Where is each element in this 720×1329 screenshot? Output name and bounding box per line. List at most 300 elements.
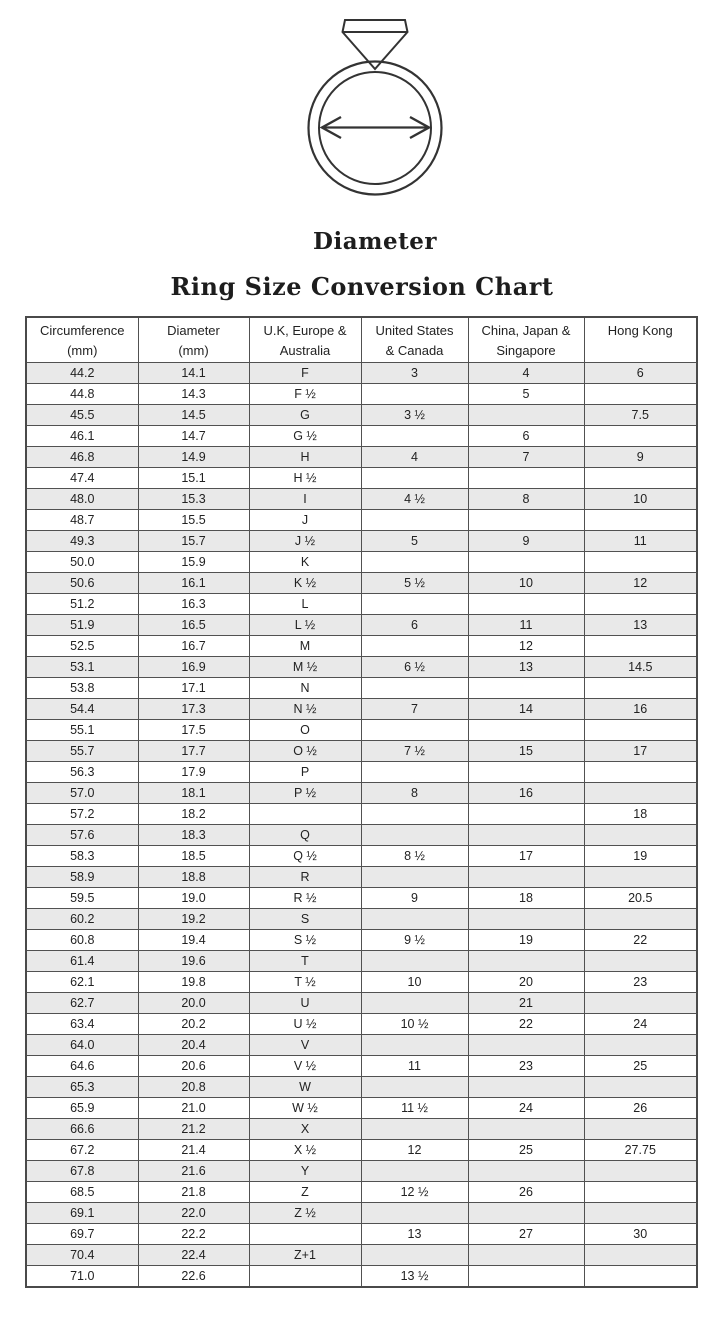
table-cell [468,677,584,698]
table-cell: 15.9 [138,551,249,572]
table-cell [468,467,584,488]
table-cell: 21.6 [138,1160,249,1181]
table-cell [361,467,468,488]
table-cell [584,908,697,929]
table-cell: 19.8 [138,971,249,992]
table-row [26,782,697,803]
table-cell: Z [249,1181,361,1202]
table-cell [584,992,697,1013]
table-cell: 25 [584,1055,697,1076]
table-cell: Z+1 [249,1244,361,1265]
table-cell [468,1076,584,1097]
table-cell: 18 [584,803,697,824]
table-cell: 17.7 [138,740,249,761]
table-row [26,1076,697,1097]
table-cell: P [249,761,361,782]
table-cell: 7.5 [584,404,697,425]
table-cell [584,551,697,572]
table-row [26,509,697,530]
table-cell [584,950,697,971]
table-cell: 15.3 [138,488,249,509]
table-cell: 22.2 [138,1223,249,1244]
table-cell: 53.8 [26,677,138,698]
table-cell: 50.6 [26,572,138,593]
table-cell: 16.1 [138,572,249,593]
table-cell: T [249,950,361,971]
table-cell: 13 [584,614,697,635]
table-cell: 6 [584,362,697,383]
table-row [26,908,697,929]
table-row [26,740,697,761]
table-cell: 21.0 [138,1097,249,1118]
table-cell [361,635,468,656]
table-cell [468,1265,584,1287]
table-cell [468,1160,584,1181]
table-cell: 16.3 [138,593,249,614]
table-cell: O [249,719,361,740]
table-body [26,362,697,1287]
table-cell: 23 [468,1055,584,1076]
table-cell: 60.2 [26,908,138,929]
table-cell: K ½ [249,572,361,593]
table-cell [468,551,584,572]
table-cell: 12 [468,635,584,656]
table-row [26,1118,697,1139]
table-cell: 17.1 [138,677,249,698]
table-cell: 14.5 [138,404,249,425]
table-cell: 20.2 [138,1013,249,1034]
table-cell [468,1244,584,1265]
table-row [26,719,697,740]
table-cell [361,593,468,614]
table-cell [584,761,697,782]
table-cell: 8 [468,488,584,509]
table-cell [361,992,468,1013]
table-cell: 21.8 [138,1181,249,1202]
table-cell: 54.4 [26,698,138,719]
table-row [26,614,697,635]
table-cell [584,1244,697,1265]
table-row [26,530,697,551]
table-cell: 17.9 [138,761,249,782]
table-cell: 11 [468,614,584,635]
table-cell [468,803,584,824]
table-row [26,866,697,887]
table-cell [361,509,468,530]
table-cell: 19 [584,845,697,866]
table-cell [584,1076,697,1097]
table-cell: 69.1 [26,1202,138,1223]
table-cell: 62.1 [26,971,138,992]
table-cell: 7 [468,446,584,467]
table-cell [361,1202,468,1223]
table-cell [468,593,584,614]
table-row [26,1055,697,1076]
table-cell: 48.7 [26,509,138,530]
table-cell: 17.5 [138,719,249,740]
table-row [26,824,697,845]
table-row [26,593,697,614]
table-cell: 58.9 [26,866,138,887]
table-cell [584,1118,697,1139]
table-cell: 3 [361,362,468,383]
table-row [26,887,697,908]
table-cell: 49.3 [26,530,138,551]
table-cell: 15.7 [138,530,249,551]
table-row [26,950,697,971]
column-header: China, Japan & Singapore [468,317,584,362]
table-cell: 13 [361,1223,468,1244]
table-cell [361,866,468,887]
table-cell: 19.4 [138,929,249,950]
table-row [26,1244,697,1265]
table-row [26,845,697,866]
column-header: Hong Kong [584,317,697,362]
table-cell: 20.8 [138,1076,249,1097]
table-row [26,404,697,425]
table-cell [361,677,468,698]
table-row [26,446,697,467]
table-row [26,425,697,446]
table-cell: J [249,509,361,530]
table-cell: 11 [361,1055,468,1076]
table-cell [468,509,584,530]
table-cell: 58.3 [26,845,138,866]
table-cell: 5 [361,530,468,551]
table-cell [468,824,584,845]
table-cell [361,1160,468,1181]
table-row [26,698,697,719]
table-cell: 17.3 [138,698,249,719]
table-cell: 59.5 [26,887,138,908]
table-cell [468,866,584,887]
table-cell [468,761,584,782]
table-row [26,1181,697,1202]
table-cell [584,1034,697,1055]
table-cell: 45.5 [26,404,138,425]
table-cell: 9 ½ [361,929,468,950]
table-cell: 5 [468,383,584,404]
table-cell: 4 [361,446,468,467]
table-cell: 10 [468,572,584,593]
table-cell: 8 ½ [361,845,468,866]
table-row [26,656,697,677]
table-cell: 22.4 [138,1244,249,1265]
table-cell: X ½ [249,1139,361,1160]
ring-diamond-icon [295,14,455,204]
table-cell: 12 [361,1139,468,1160]
table-cell: 9 [468,530,584,551]
table-cell: K [249,551,361,572]
column-header: U.K, Europe & Australia [249,317,361,362]
table-cell: Y [249,1160,361,1181]
table-cell: 14 [468,698,584,719]
column-header: Diameter (mm) [138,317,249,362]
table-cell: 20.0 [138,992,249,1013]
table-row [26,383,697,404]
table-cell: 64.0 [26,1034,138,1055]
table-row [26,929,697,950]
table-cell: 52.5 [26,635,138,656]
table-cell: G ½ [249,425,361,446]
table-cell [584,824,697,845]
table-cell [361,719,468,740]
table-row [26,1034,697,1055]
table-cell: 18.3 [138,824,249,845]
table-cell: 65.9 [26,1097,138,1118]
table-cell [361,1076,468,1097]
table-cell: 11 ½ [361,1097,468,1118]
table-cell: H [249,446,361,467]
table-cell: 57.0 [26,782,138,803]
table-cell: 3 ½ [361,404,468,425]
table-cell: 16.5 [138,614,249,635]
ring-diameter-illustration [295,14,455,255]
table-cell: 55.7 [26,740,138,761]
table-cell: M ½ [249,656,361,677]
table-cell: T ½ [249,971,361,992]
table-cell [584,425,697,446]
table-row [26,551,697,572]
table-cell: F ½ [249,383,361,404]
table-cell [361,1118,468,1139]
table-cell: H ½ [249,467,361,488]
table-cell: 9 [361,887,468,908]
table-row [26,971,697,992]
table-cell: 14.3 [138,383,249,404]
table-cell: 64.6 [26,1055,138,1076]
table-cell: 57.2 [26,803,138,824]
table-cell: 16.9 [138,656,249,677]
table-row [26,1202,697,1223]
table-cell [584,467,697,488]
table-cell: 18.8 [138,866,249,887]
table-row [26,992,697,1013]
table-cell: 12 [584,572,697,593]
table-row [26,1013,697,1034]
table-cell: 19 [468,929,584,950]
table-cell: 10 [584,488,697,509]
table-cell: V [249,1034,361,1055]
table-cell: O ½ [249,740,361,761]
table-cell: 14.1 [138,362,249,383]
table-cell [584,509,697,530]
table-cell: 13 [468,656,584,677]
table-cell: 68.5 [26,1181,138,1202]
table-cell: 4 ½ [361,488,468,509]
ring-size-table [25,316,698,1288]
table-row [26,572,697,593]
table-row [26,803,697,824]
table-cell: 30 [584,1223,697,1244]
table-cell: 21 [468,992,584,1013]
table-cell [361,425,468,446]
table-cell: 51.2 [26,593,138,614]
table-cell: 46.1 [26,425,138,446]
table-cell: 7 ½ [361,740,468,761]
table-cell: 61.4 [26,950,138,971]
table-cell: F [249,362,361,383]
table-cell [584,866,697,887]
table-cell [584,1181,697,1202]
table-cell: 20.5 [584,887,697,908]
table-cell: 6 [361,614,468,635]
table-cell [468,1034,584,1055]
table-cell: 16 [468,782,584,803]
table-row [26,1223,697,1244]
table-cell: 23 [584,971,697,992]
table-cell: W ½ [249,1097,361,1118]
table-cell: P ½ [249,782,361,803]
table-cell: J ½ [249,530,361,551]
table-row [26,1160,697,1181]
table-cell: I [249,488,361,509]
table-cell: 24 [468,1097,584,1118]
table-cell: 69.7 [26,1223,138,1244]
table-cell: 18 [468,887,584,908]
table-cell: M [249,635,361,656]
table-cell: 67.8 [26,1160,138,1181]
table-row [26,1265,697,1287]
table-cell: 15 [468,740,584,761]
table-cell: U [249,992,361,1013]
table-cell: 6 ½ [361,656,468,677]
table-cell: 9 [584,446,697,467]
table-row [26,467,697,488]
table-cell: 19.6 [138,950,249,971]
page-title: Ring Size Conversion Chart [170,272,554,301]
table-cell: 22 [468,1013,584,1034]
table-cell: 47.4 [26,467,138,488]
table-cell [361,908,468,929]
table-row [26,635,697,656]
table-cell [361,1034,468,1055]
column-header: United States & Canada [361,317,468,362]
table-cell: 16.7 [138,635,249,656]
table-cell: 55.1 [26,719,138,740]
table-cell [584,677,697,698]
table-cell: 5 ½ [361,572,468,593]
table-cell: L [249,593,361,614]
table-cell: 8 [361,782,468,803]
table-cell: 22.6 [138,1265,249,1287]
table-cell: 14.9 [138,446,249,467]
table-cell: 15.5 [138,509,249,530]
table-row [26,1139,697,1160]
table-cell: Q [249,824,361,845]
table-cell: W [249,1076,361,1097]
table-cell [584,719,697,740]
table-cell: 16 [584,698,697,719]
table-cell: V ½ [249,1055,361,1076]
table-cell [468,719,584,740]
table-cell [584,383,697,404]
table-cell: L ½ [249,614,361,635]
table-cell: X [249,1118,361,1139]
table-cell: 60.8 [26,929,138,950]
table-cell: S ½ [249,929,361,950]
table-cell: 44.2 [26,362,138,383]
table-cell: 25 [468,1139,584,1160]
table-cell: 17 [584,740,697,761]
table-cell [249,803,361,824]
table-cell: R ½ [249,887,361,908]
table-cell [361,383,468,404]
table-cell [361,950,468,971]
table-cell: 21.2 [138,1118,249,1139]
table-cell: 71.0 [26,1265,138,1287]
table-cell [361,803,468,824]
table-cell: R [249,866,361,887]
table-cell: 6 [468,425,584,446]
table-cell [361,761,468,782]
table-cell: 24 [584,1013,697,1034]
diameter-caption: Diameter [313,228,437,255]
table-cell [468,950,584,971]
table-cell: 70.4 [26,1244,138,1265]
table-cell: 13 ½ [361,1265,468,1287]
table-cell: 66.6 [26,1118,138,1139]
table-cell: 12 ½ [361,1181,468,1202]
table-cell: Q ½ [249,845,361,866]
table-row [26,677,697,698]
table-header [26,317,697,362]
table-cell: 7 [361,698,468,719]
table-cell: 46.8 [26,446,138,467]
table-cell: 48.0 [26,488,138,509]
table-cell: 19.2 [138,908,249,929]
table-cell [468,404,584,425]
table-cell [361,551,468,572]
table-cell: 14.7 [138,425,249,446]
table-cell: N ½ [249,698,361,719]
column-header: Circumference (mm) [26,317,138,362]
table-cell: 51.9 [26,614,138,635]
table-cell [249,1265,361,1287]
table-cell [584,635,697,656]
table-cell [584,593,697,614]
table-cell: 50.0 [26,551,138,572]
table-cell: 44.8 [26,383,138,404]
table-cell: G [249,404,361,425]
table-cell: 18.5 [138,845,249,866]
table-cell [584,1160,697,1181]
table-cell: 21.4 [138,1139,249,1160]
table-cell: 22 [584,929,697,950]
table-cell: 65.3 [26,1076,138,1097]
table-cell: 53.1 [26,656,138,677]
table-cell: N [249,677,361,698]
table-cell [361,824,468,845]
table-row [26,362,697,383]
table-cell [249,1223,361,1244]
table-cell: 20 [468,971,584,992]
table-cell [584,782,697,803]
table-cell: U ½ [249,1013,361,1034]
table-cell: 20.4 [138,1034,249,1055]
table-cell [468,1118,584,1139]
table-cell: 18.1 [138,782,249,803]
table-cell: Z ½ [249,1202,361,1223]
table-cell: 57.6 [26,824,138,845]
table-cell: 19.0 [138,887,249,908]
table-cell [468,1202,584,1223]
table-row [26,1097,697,1118]
table-cell: 18.2 [138,803,249,824]
table-cell: 22.0 [138,1202,249,1223]
table-cell [361,1244,468,1265]
table-cell: 27.75 [584,1139,697,1160]
